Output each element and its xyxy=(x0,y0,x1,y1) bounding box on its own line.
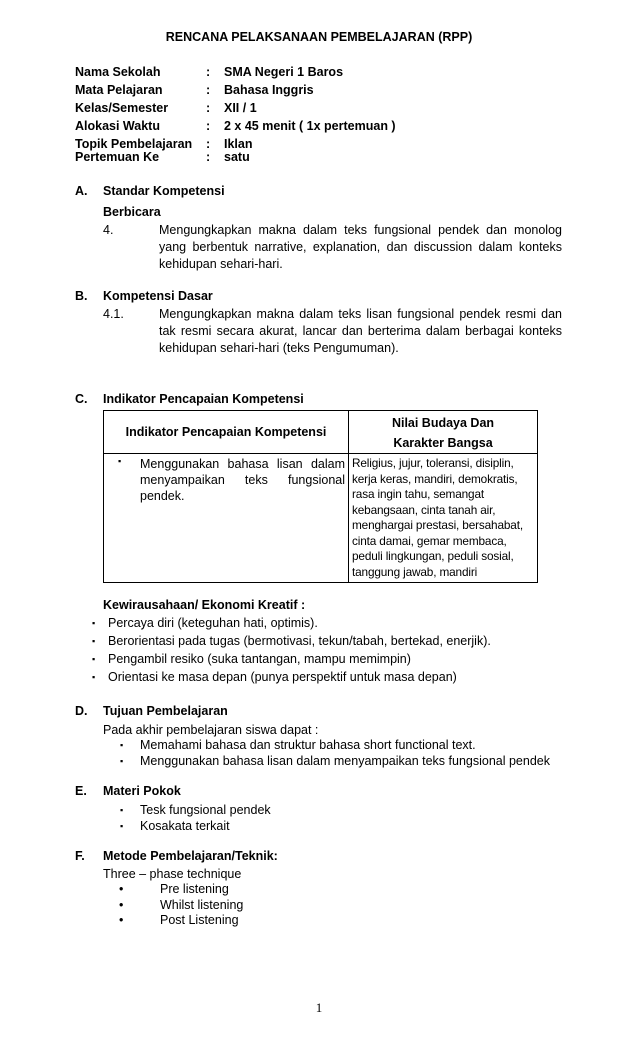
list-item xyxy=(103,913,243,929)
list-item-text: Orientasi ke masa depan (punya perspektif untuk masa depan) xyxy=(108,670,457,684)
section-f-intro: Three – phase technique xyxy=(103,867,242,881)
indicator-text: Menggunakan bahasa lisan dalam menyampaikan teks fungsional pendek. xyxy=(140,457,345,503)
info-label: Mata Pelajaran xyxy=(75,83,163,97)
section-d-letter: D. xyxy=(75,704,88,718)
section-f-letter: F. xyxy=(75,849,85,863)
dot-bullet-icon: • xyxy=(119,882,124,896)
section-e-title: Materi Pokok xyxy=(103,784,181,798)
list-item xyxy=(120,753,550,769)
section-a-letter: A. xyxy=(75,184,88,198)
table-header-indicator: Indikator Pencapaian Kompetensi xyxy=(104,411,349,454)
section-a-number: 4. xyxy=(103,223,114,237)
info-label: Alokasi Waktu xyxy=(75,119,160,133)
metode-list xyxy=(103,882,243,929)
list-item xyxy=(103,882,243,898)
section-a-text: Mengungkapkan makna dalam teks fungsional pendek dan monolog yang berbentuk narrative, explanation, dan discussion dalam konteks kehidupan sehari-hari. xyxy=(159,223,562,271)
dot-bullet-icon: • xyxy=(119,913,124,927)
section-b-text: Mengungkapkan makna dalam teks lisan fungsional pendek resmi dan tak resmi secara akurat, lancar dan berterima dalam berbagai konteks kehidupan sehari-hari (teks Pengumuman). xyxy=(159,307,562,355)
list-item xyxy=(120,737,550,753)
square-bullet-icon: ▪ xyxy=(92,672,96,682)
section-e-letter: E. xyxy=(75,784,87,798)
document-title: RENCANA PELAKSANAAN PEMBELAJARAN (RPP) xyxy=(165,30,473,44)
list-item xyxy=(92,614,491,632)
page-number: 1 xyxy=(315,1000,323,1015)
section-f-title: Metode Pembelajaran/Teknik: xyxy=(103,849,278,863)
list-item xyxy=(103,898,243,914)
square-bullet-icon: ▪ xyxy=(120,805,124,815)
list-item xyxy=(120,818,271,834)
section-d-title: Tujuan Pembelajaran xyxy=(103,704,228,718)
info-colon: : xyxy=(206,83,211,97)
list-item-text: Percaya diri (keteguhan hati, optimis). xyxy=(108,616,318,630)
section-c-letter: C. xyxy=(75,392,88,406)
info-label: Topik Pembelajaran xyxy=(75,137,193,151)
list-item-text: Whilst listening xyxy=(160,897,244,912)
info-colon: : xyxy=(206,65,211,79)
square-bullet-icon: ▪ xyxy=(120,756,124,766)
materi-list xyxy=(120,802,271,834)
list-item-text: Berorientasi pada tugas (bermotivasi, tekun/tabah, bertekad, enerjik). xyxy=(108,634,491,648)
list-item-text: Kosakata terkait xyxy=(140,819,230,833)
list-item-text: Post Listening xyxy=(160,913,239,927)
table-header-values xyxy=(349,411,538,454)
square-bullet-icon: ▪ xyxy=(92,654,96,664)
section-d-intro: Pada akhir pembelajaran siswa dapat : xyxy=(103,723,319,737)
table-header-row xyxy=(104,411,538,454)
square-bullet-icon: ▪ xyxy=(92,618,96,628)
dot-bullet-icon: • xyxy=(119,897,124,912)
list-item xyxy=(92,668,491,686)
info-value: SMA Negeri 1 Baros xyxy=(224,65,344,79)
info-label: Pertemuan Ke xyxy=(75,150,160,164)
list-item-text: Pre listening xyxy=(160,882,229,896)
kewirausahaan-list xyxy=(92,614,491,686)
list-item-text: Pengambil resiko (suka tantangan, mampu memimpin) xyxy=(108,652,411,666)
section-b-letter: B. xyxy=(75,289,88,303)
square-bullet-icon: ▪ xyxy=(118,456,122,466)
square-bullet-icon: ▪ xyxy=(120,740,124,750)
section-b-title: Kompetensi Dasar xyxy=(103,289,213,303)
list-item-text: Menggunakan bahasa lisan dalam menyampaikan teks fungsional pendek xyxy=(140,754,550,768)
table-cell-indicator xyxy=(104,454,349,583)
info-value: satu xyxy=(224,150,250,164)
table-cell-values: Religius, jujur, toleransi, disiplin, kerja keras, mandiri, demokratis, rasa ingin tahu, semangat kebangsaan, cinta tanah air, menghargai prestasi, bersahabat, cinta damai, gemar membaca, peduli lingkungan, peduli sosial, tanggung jawab, mandiri xyxy=(349,454,538,583)
info-value: XII / 1 xyxy=(224,101,257,115)
info-label: Nama Sekolah xyxy=(75,65,161,79)
square-bullet-icon: ▪ xyxy=(92,636,96,646)
info-colon: : xyxy=(206,119,211,133)
table-header-values-line2: Karakter Bangsa xyxy=(393,436,493,450)
info-colon: : xyxy=(206,137,211,151)
section-a-subtitle: Berbicara xyxy=(103,205,161,219)
kewirausahaan-title: Kewirausahaan/ Ekonomi Kreatif : xyxy=(103,598,306,612)
section-c-title: Indikator Pencapaian Kompetensi xyxy=(103,392,304,406)
info-value: Iklan xyxy=(224,137,253,151)
info-colon: : xyxy=(206,101,211,115)
list-item xyxy=(92,632,491,650)
info-label: Kelas/Semester xyxy=(75,101,169,115)
tujuan-list xyxy=(120,737,550,769)
section-b-number: 4.1. xyxy=(103,307,124,321)
indicator-table xyxy=(103,410,538,583)
info-value: Bahasa Inggris xyxy=(224,83,314,97)
section-a-title: Standar Kompetensi xyxy=(103,184,225,198)
table-header-values-line1: Nilai Budaya Dan xyxy=(391,416,495,430)
info-colon: : xyxy=(206,150,211,164)
square-bullet-icon: ▪ xyxy=(120,821,124,831)
table-row xyxy=(104,454,538,583)
list-item-text: Memahami bahasa dan struktur bahasa short functional text. xyxy=(140,738,476,752)
list-item-text: Tesk fungsional pendek xyxy=(140,803,271,817)
info-value: 2 x 45 menit ( 1x pertemuan ) xyxy=(224,119,396,133)
list-item xyxy=(120,802,271,818)
list-item xyxy=(92,650,491,668)
